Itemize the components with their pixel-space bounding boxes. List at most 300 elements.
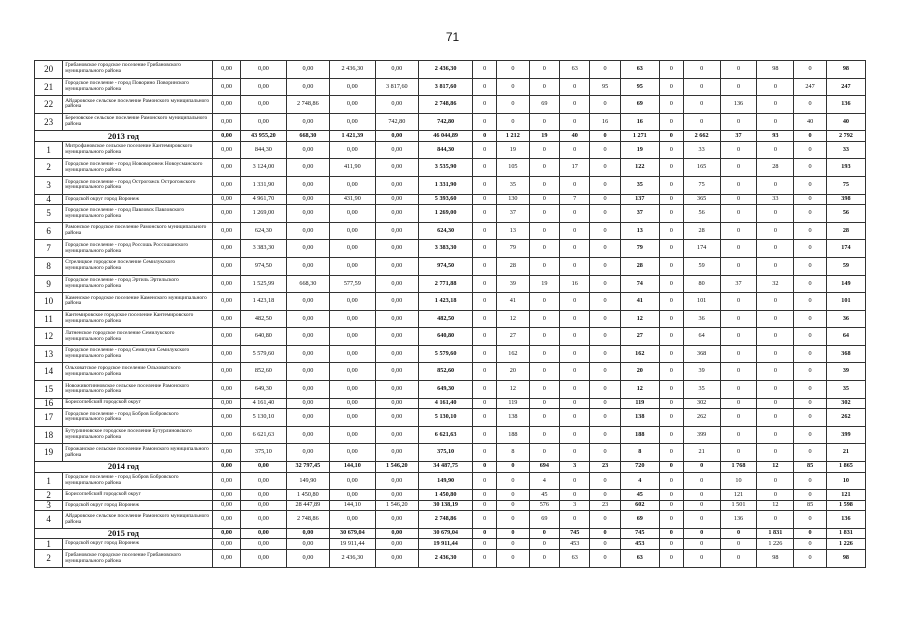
value-cell: 0 [497, 490, 530, 501]
value-cell: 136 [826, 96, 865, 114]
value-cell: 0 [720, 141, 757, 159]
value-cell: 32 [757, 275, 794, 293]
value-cell: 0 [794, 310, 827, 328]
value-cell: 0,00 [212, 345, 240, 363]
value-cell: 0 [590, 345, 620, 363]
value-cell: 119 [497, 398, 530, 409]
value-cell: 0 [757, 310, 794, 328]
table-row [35, 78, 866, 96]
value-cell: 0 [720, 550, 757, 568]
value-cell: 0 [473, 240, 497, 258]
value-cell: 0 [794, 141, 827, 159]
value-cell: 852,60 [419, 363, 473, 381]
row-number: 15 [35, 381, 63, 399]
value-cell: 0,00 [375, 490, 418, 501]
settlement-name: Городское поселение - город Нововоронеж Новоусманского муниципального района [63, 159, 213, 177]
value-cell: 0 [529, 159, 559, 177]
value-cell: 0 [560, 490, 590, 501]
value-cell: 1 831 [757, 528, 794, 539]
value-cell: 35 [826, 381, 865, 399]
value-cell: 0,00 [212, 328, 240, 346]
value-cell: 399 [826, 426, 865, 444]
value-cell: 28 [683, 222, 720, 240]
value-cell: 0 [473, 398, 497, 409]
value-cell: 0,00 [375, 61, 418, 79]
row-number: 17 [35, 409, 63, 427]
settlement-name: Городское поселение - город Бобров Бобровского муниципального района [63, 409, 213, 427]
value-cell: 0 [560, 409, 590, 427]
value-cell: 0 [720, 328, 757, 346]
value-cell: 0 [683, 550, 720, 568]
value-cell: 0 [757, 398, 794, 409]
value-cell: 0,00 [375, 293, 418, 311]
value-cell: 0 [473, 381, 497, 399]
value-cell: 0 [757, 96, 794, 114]
table-row [35, 240, 866, 258]
value-cell: 0,00 [212, 363, 240, 381]
settlement-name: Каменское городское поселение Каменского муниципального района [63, 293, 213, 311]
value-cell: 0,00 [375, 550, 418, 568]
value-cell: 36 [826, 310, 865, 328]
table-row [35, 113, 866, 131]
value-cell: 0 [497, 528, 530, 539]
value-cell: 0 [590, 275, 620, 293]
value-cell: 0 [794, 257, 827, 275]
value-cell: 0 [473, 528, 497, 539]
value-cell: 45 [529, 490, 559, 501]
year-label: 2013 год [35, 131, 213, 142]
value-cell: 0 [683, 78, 720, 96]
settlement-name: Митрофановское сельское поселение Кантемировского муниципального района [63, 141, 213, 159]
value-cell: 35 [497, 177, 530, 195]
value-cell: 75 [826, 177, 865, 195]
value-cell: 37 [720, 131, 757, 142]
value-cell: 27 [497, 328, 530, 346]
row-number: 1 [35, 141, 63, 159]
value-cell: 5 130,10 [419, 409, 473, 427]
value-cell: 69 [529, 96, 559, 114]
value-cell: 41 [620, 293, 659, 311]
value-cell: 0 [794, 345, 827, 363]
value-cell: 0 [794, 381, 827, 399]
value-cell: 0 [757, 240, 794, 258]
value-cell: 0 [590, 550, 620, 568]
table-row [35, 539, 866, 550]
settlement-name: Городское поселение - город Бобров Бобровского муниципального района [63, 472, 213, 490]
value-cell: 0 [659, 490, 683, 501]
value-cell: 0 [659, 500, 683, 511]
value-cell: 0 [659, 113, 683, 131]
value-cell: 0 [659, 194, 683, 205]
value-cell: 0 [720, 409, 757, 427]
value-cell: 0,00 [212, 293, 240, 311]
value-cell: 0 [473, 159, 497, 177]
value-cell: 0 [473, 131, 497, 142]
value-cell: 0,00 [241, 511, 287, 529]
row-number: 9 [35, 275, 63, 293]
settlement-name: Рамонское городское поселение Рамонского муниципального района [63, 222, 213, 240]
value-cell: 262 [683, 409, 720, 427]
value-cell: 137 [620, 194, 659, 205]
value-cell: 0 [497, 461, 530, 472]
value-cell: 98 [826, 61, 865, 79]
page-number: 71 [445, 30, 460, 44]
value-cell: 0 [659, 381, 683, 399]
table-row [35, 345, 866, 363]
value-cell: 3 383,30 [419, 240, 473, 258]
value-cell: 0,00 [375, 275, 418, 293]
value-cell: 0,00 [375, 345, 418, 363]
value-cell: 0 [659, 461, 683, 472]
value-cell: 0 [659, 222, 683, 240]
value-cell: 0,00 [330, 240, 376, 258]
value-cell: 0,00 [330, 426, 376, 444]
value-cell: 0 [497, 539, 530, 550]
value-cell: 668,30 [286, 131, 329, 142]
value-cell: 0,00 [241, 78, 287, 96]
value-cell: 0 [794, 275, 827, 293]
value-cell: 17 [560, 159, 590, 177]
value-cell: 0 [720, 194, 757, 205]
value-cell: 13 [497, 222, 530, 240]
value-cell: 95 [590, 78, 620, 96]
value-cell: 136 [826, 511, 865, 529]
value-cell: 144,10 [330, 500, 376, 511]
row-number: 4 [35, 194, 63, 205]
value-cell: 0,00 [330, 345, 376, 363]
value-cell: 121 [826, 490, 865, 501]
value-cell: 0 [590, 328, 620, 346]
value-cell: 0,00 [212, 113, 240, 131]
settlement-name: Городской округ город Воронеж [63, 539, 213, 550]
value-cell: 0 [590, 177, 620, 195]
value-cell: 0 [794, 539, 827, 550]
value-cell: 0 [560, 78, 590, 96]
value-cell: 0 [659, 131, 683, 142]
value-cell: 0 [473, 490, 497, 501]
value-cell: 3 817,60 [419, 78, 473, 96]
value-cell: 0 [794, 61, 827, 79]
value-cell: 1 271 [620, 131, 659, 142]
value-cell: 0 [683, 461, 720, 472]
table-row [35, 159, 866, 177]
row-number: 22 [35, 96, 63, 114]
value-cell: 0 [794, 528, 827, 539]
value-cell: 0,00 [241, 461, 287, 472]
value-cell: 0 [590, 96, 620, 114]
value-cell: 0,00 [212, 444, 240, 462]
table-row [35, 194, 866, 205]
value-cell: 98 [826, 550, 865, 568]
value-cell: 0 [757, 328, 794, 346]
value-cell: 0 [794, 240, 827, 258]
value-cell: 0 [794, 409, 827, 427]
value-cell: 63 [560, 61, 590, 79]
value-cell: 1 423,18 [241, 293, 287, 311]
value-cell: 80 [683, 275, 720, 293]
value-cell: 0,00 [212, 78, 240, 96]
value-cell: 0,00 [212, 500, 240, 511]
value-cell: 0 [473, 141, 497, 159]
value-cell: 0 [659, 275, 683, 293]
value-cell: 0,00 [241, 500, 287, 511]
value-cell: 4 161,40 [241, 398, 287, 409]
year-label: 2015 год [35, 528, 213, 539]
value-cell: 0 [794, 96, 827, 114]
value-cell: 375,10 [241, 444, 287, 462]
value-cell: 0,00 [375, 222, 418, 240]
value-cell: 3 817,60 [375, 78, 418, 96]
value-cell: 0 [720, 113, 757, 131]
row-number: 3 [35, 177, 63, 195]
value-cell: 0 [473, 426, 497, 444]
value-cell: 136 [720, 511, 757, 529]
value-cell: 0,00 [212, 398, 240, 409]
value-cell: 1 501 [720, 500, 757, 511]
value-cell: 0 [473, 500, 497, 511]
value-cell: 0 [720, 159, 757, 177]
value-cell: 35 [620, 177, 659, 195]
settlement-name: Горожанское сельское поселение Рамонского муниципального района [63, 444, 213, 462]
value-cell: 0 [757, 426, 794, 444]
value-cell: 0 [659, 328, 683, 346]
value-cell: 0 [529, 205, 559, 223]
value-cell: 0,00 [375, 381, 418, 399]
value-cell: 0,00 [286, 363, 329, 381]
value-cell: 5 130,10 [241, 409, 287, 427]
value-cell: 0,00 [286, 409, 329, 427]
value-cell: 144,10 [330, 461, 376, 472]
value-cell: 0 [659, 511, 683, 529]
settlement-name: Ольховатское городское поселение Ольховатского муниципального района [63, 363, 213, 381]
value-cell: 0 [659, 78, 683, 96]
value-cell: 0,00 [212, 96, 240, 114]
value-cell: 1 423,18 [419, 293, 473, 311]
value-cell: 0 [560, 222, 590, 240]
value-cell: 0 [794, 205, 827, 223]
value-cell: 0 [473, 328, 497, 346]
value-cell: 0,00 [212, 131, 240, 142]
value-cell: 482,50 [419, 310, 473, 328]
value-cell: 3 [560, 461, 590, 472]
value-cell: 577,59 [330, 275, 376, 293]
value-cell: 0 [560, 293, 590, 311]
value-cell: 720 [620, 461, 659, 472]
value-cell: 0 [560, 177, 590, 195]
value-cell: 0 [720, 539, 757, 550]
value-cell: 28 [826, 222, 865, 240]
table-row [35, 96, 866, 114]
value-cell: 0 [560, 363, 590, 381]
value-cell: 0 [720, 205, 757, 223]
value-cell: 0 [590, 381, 620, 399]
value-cell: 43 955,20 [241, 131, 287, 142]
value-cell: 0,00 [375, 257, 418, 275]
value-cell: 28 [757, 159, 794, 177]
value-cell: 0 [794, 511, 827, 529]
row-number: 12 [35, 328, 63, 346]
value-cell: 0 [590, 490, 620, 501]
value-cell: 0,00 [241, 472, 287, 490]
value-cell: 0 [757, 78, 794, 96]
value-cell: 0,00 [241, 61, 287, 79]
value-cell: 0 [590, 310, 620, 328]
value-cell: 0,00 [241, 528, 287, 539]
value-cell: 0,00 [330, 381, 376, 399]
table-row [35, 409, 866, 427]
value-cell: 0 [590, 159, 620, 177]
settlement-name: Кантемировское городское поселение Кантемировского муниципального района [63, 310, 213, 328]
value-cell: 79 [497, 240, 530, 258]
value-cell: 0,00 [330, 177, 376, 195]
value-cell: 2 771,88 [419, 275, 473, 293]
value-cell: 0 [659, 61, 683, 79]
value-cell: 0 [590, 539, 620, 550]
value-cell: 0 [659, 426, 683, 444]
value-cell: 0,00 [212, 490, 240, 501]
value-cell: 0 [473, 444, 497, 462]
value-cell: 0,00 [375, 472, 418, 490]
value-cell: 0 [720, 240, 757, 258]
value-cell: 0 [560, 240, 590, 258]
value-cell: 0 [659, 141, 683, 159]
value-cell: 1 331,90 [241, 177, 287, 195]
value-cell: 0,00 [212, 275, 240, 293]
value-cell: 37 [620, 205, 659, 223]
value-cell: 4 [529, 472, 559, 490]
value-cell: 0 [497, 113, 530, 131]
row-number: 1 [35, 539, 63, 550]
value-cell: 482,50 [241, 310, 287, 328]
value-cell: 0,00 [212, 539, 240, 550]
value-cell: 19 [529, 275, 559, 293]
value-cell: 0,00 [286, 141, 329, 159]
value-cell: 0 [473, 61, 497, 79]
value-cell: 0 [757, 345, 794, 363]
value-cell: 149,90 [419, 472, 473, 490]
value-cell: 0 [473, 257, 497, 275]
value-cell: 2 748,86 [419, 511, 473, 529]
value-cell: 2 662 [683, 131, 720, 142]
value-cell: 0 [794, 550, 827, 568]
value-cell: 174 [826, 240, 865, 258]
value-cell: 411,90 [330, 159, 376, 177]
value-cell: 0 [659, 205, 683, 223]
value-cell: 1 226 [826, 539, 865, 550]
table-row [35, 275, 866, 293]
value-cell: 0 [560, 426, 590, 444]
value-cell: 0 [794, 426, 827, 444]
value-cell: 19 [497, 141, 530, 159]
value-cell: 0 [529, 539, 559, 550]
value-cell: 431,90 [330, 194, 376, 205]
value-cell: 7 [560, 194, 590, 205]
value-cell: 16 [620, 113, 659, 131]
value-cell: 28 [497, 257, 530, 275]
settlement-name: Айдаровское сельское поселение Рамонского муниципального района [63, 511, 213, 529]
value-cell: 121 [720, 490, 757, 501]
value-cell: 69 [620, 96, 659, 114]
value-cell: 20 [497, 363, 530, 381]
value-cell: 8 [497, 444, 530, 462]
value-cell: 0,00 [375, 409, 418, 427]
value-cell: 0 [529, 345, 559, 363]
row-number: 21 [35, 78, 63, 96]
value-cell: 0,00 [286, 293, 329, 311]
table-row [35, 381, 866, 399]
settlement-name: Латненское городское поселение Семилукского муниципального района [63, 328, 213, 346]
table-row [35, 177, 866, 195]
value-cell: 399 [683, 426, 720, 444]
resettlement-table [34, 60, 866, 568]
value-cell: 46 044,89 [419, 131, 473, 142]
value-cell: 0,00 [330, 222, 376, 240]
value-cell: 0,00 [212, 194, 240, 205]
value-cell: 0 [757, 205, 794, 223]
table-row [35, 257, 866, 275]
settlement-name: Айдаровское сельское поселение Рамонского муниципального района [63, 96, 213, 114]
value-cell: 0,00 [212, 550, 240, 568]
value-cell: 12 [757, 500, 794, 511]
settlement-name: Городское поселение - город Семилуки Семилукского муниципального района [63, 345, 213, 363]
value-cell: 0 [529, 409, 559, 427]
value-cell: 0 [529, 550, 559, 568]
value-cell: 0 [529, 257, 559, 275]
value-cell: 0 [560, 472, 590, 490]
row-number: 10 [35, 293, 63, 311]
row-number: 23 [35, 113, 63, 131]
value-cell: 649,30 [419, 381, 473, 399]
value-cell: 16 [590, 113, 620, 131]
value-cell: 0 [757, 222, 794, 240]
value-cell: 0 [590, 409, 620, 427]
value-cell: 0,00 [241, 113, 287, 131]
value-cell: 0 [794, 159, 827, 177]
value-cell: 0 [590, 444, 620, 462]
value-cell: 0 [560, 205, 590, 223]
value-cell: 28 [620, 257, 659, 275]
value-cell: 0 [757, 490, 794, 501]
value-cell: 0 [720, 398, 757, 409]
value-cell: 453 [560, 539, 590, 550]
value-cell: 19 911,44 [330, 539, 376, 550]
value-cell: 74 [620, 275, 659, 293]
value-cell: 0 [497, 78, 530, 96]
value-cell: 0 [529, 78, 559, 96]
year-total-row [35, 131, 866, 142]
value-cell: 0,00 [212, 426, 240, 444]
value-cell: 0,00 [375, 96, 418, 114]
value-cell: 0,00 [212, 240, 240, 258]
settlement-name: Борисоглебский городской округ [63, 398, 213, 409]
value-cell: 0 [720, 293, 757, 311]
table-row [35, 426, 866, 444]
value-cell: 63 [620, 550, 659, 568]
row-number: 3 [35, 500, 63, 511]
value-cell: 32 797,45 [286, 461, 329, 472]
value-cell: 0 [659, 240, 683, 258]
value-cell: 0 [590, 528, 620, 539]
value-cell: 36 [683, 310, 720, 328]
value-cell: 0,00 [212, 141, 240, 159]
value-cell: 0,00 [212, 222, 240, 240]
value-cell: 0 [659, 177, 683, 195]
table-row [35, 472, 866, 490]
value-cell: 0,00 [375, 159, 418, 177]
value-cell: 0,00 [286, 381, 329, 399]
value-cell: 640,80 [419, 328, 473, 346]
value-cell: 0 [560, 141, 590, 159]
